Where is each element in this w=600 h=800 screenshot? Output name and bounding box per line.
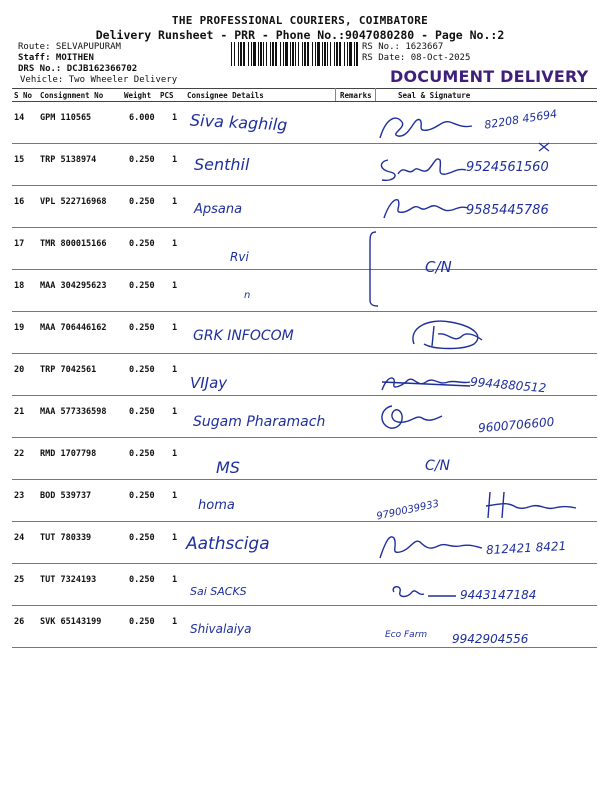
row-weight: 0.250 xyxy=(129,155,155,165)
signature-scribble-icon xyxy=(388,580,458,606)
row-sno: 16 xyxy=(14,197,25,207)
row-pcs: 1 xyxy=(172,197,178,207)
consignee-handwriting: Aathsciga xyxy=(186,534,270,554)
runsheet-title: Delivery Runsheet - PRR - Phone No.:9047080280 - Page No.:2 xyxy=(95,28,505,42)
vehicle-label: Vehicle: Two Wheeler Delivery xyxy=(20,75,178,85)
row-consignment: TMR 800015166 xyxy=(40,239,107,249)
consignee-handwriting: GRK INFOCOM xyxy=(193,328,294,344)
signature-stamp: Eco Farm xyxy=(385,630,428,640)
row-pcs: 1 xyxy=(172,575,178,585)
row-sno: 14 xyxy=(14,113,25,123)
signature-scribble-icon xyxy=(378,368,472,396)
row-sno: 17 xyxy=(14,239,25,249)
signature-phone: 9790039933 xyxy=(375,498,441,523)
row-sno: 25 xyxy=(14,575,25,585)
row-weight: 0.250 xyxy=(129,239,155,249)
signature-phone: 9944880512 xyxy=(469,374,547,396)
row-sno: 22 xyxy=(14,449,25,459)
row-sno: 23 xyxy=(14,491,25,501)
row-weight: 0.250 xyxy=(129,449,155,459)
consignee-handwriting: VIJay xyxy=(190,374,228,392)
signature-phone: 9585445786 xyxy=(466,203,549,218)
row-sno: 18 xyxy=(14,281,25,291)
row-consignment: TUT 780339 xyxy=(40,533,92,543)
col-seal-signature: Seal & Signature xyxy=(398,91,471,100)
document-type-title: DOCUMENT DELIVERY xyxy=(390,67,589,86)
signature-scribble-icon xyxy=(380,192,470,222)
signature-scribble-icon xyxy=(404,314,494,354)
row-consignment: TRP 7042561 xyxy=(40,365,97,375)
row-weight: 0.250 xyxy=(129,533,155,543)
table-row xyxy=(12,438,597,480)
row-consignment: VPL 522716968 xyxy=(40,197,107,207)
row-pcs: 1 xyxy=(172,239,178,249)
company-name: THE PROFESSIONAL COURIERS, COIMBATORE xyxy=(171,14,429,27)
col-sno: S No xyxy=(14,91,33,100)
row-weight: 0.250 xyxy=(129,323,155,333)
row-sno: 24 xyxy=(14,533,25,543)
signature-scribble-icon xyxy=(376,530,486,562)
row-consignment: BOD 539737 xyxy=(40,491,92,501)
row-consignment: TUT 7324193 xyxy=(40,575,97,585)
consignee-handwriting: Shivalaiya xyxy=(190,622,252,636)
row-consignment: MAA 304295623 xyxy=(40,281,107,291)
signature-scribble-icon xyxy=(376,400,446,434)
consignee-handwriting: Apsana xyxy=(194,202,243,217)
row-pcs: 1 xyxy=(172,491,178,501)
signature-phone: 9443147184 xyxy=(460,588,537,602)
consignee-handwriting: MS xyxy=(216,458,240,477)
row-consignment: RMD 1707798 xyxy=(40,449,97,459)
signature-note: C/N xyxy=(425,458,450,474)
table-row xyxy=(12,270,597,312)
route-label: Route: SELVAPUPURAM xyxy=(18,42,121,52)
row-pcs: 1 xyxy=(172,155,178,165)
row-consignment: TRP 5138974 xyxy=(40,155,97,165)
row-consignment: MAA 577336598 xyxy=(40,407,107,417)
row-weight: 0.250 xyxy=(129,407,155,417)
signature-phone: 9600706600 xyxy=(477,414,555,436)
consignee-handwriting: Rvi xyxy=(230,250,249,264)
row-weight: 0.250 xyxy=(129,281,155,291)
row-weight: 0.250 xyxy=(129,491,155,501)
consignee-handwriting: Sugam Pharamach xyxy=(193,414,326,430)
signature-phone: 9942904556 xyxy=(452,632,529,646)
row-consignment: GPM 110565 xyxy=(40,113,92,123)
consignee-handwriting: Senthil xyxy=(194,155,250,174)
col-consignment: Consignment No xyxy=(40,91,104,100)
signature-phone: 82208 45694 xyxy=(483,107,559,132)
signature-phone: 9524561560 xyxy=(466,160,549,175)
row-pcs: 1 xyxy=(172,449,178,459)
row-weight: 0.250 xyxy=(129,575,155,585)
signature-scribble-icon xyxy=(480,488,580,522)
bracket-mark-icon xyxy=(360,228,384,308)
table-row xyxy=(12,228,597,270)
consignee-handwriting: Siva kaghilg xyxy=(189,110,288,135)
row-consignment: MAA 706446162 xyxy=(40,323,107,333)
signature-note: C/N xyxy=(425,258,452,276)
col-weight: Weight xyxy=(124,91,152,100)
row-weight: 0.250 xyxy=(129,197,155,207)
row-weight: 0.250 xyxy=(129,617,155,627)
row-pcs: 1 xyxy=(172,617,178,627)
col-pcs: PCS xyxy=(160,91,174,100)
col-consignee: Consignee Details xyxy=(187,91,264,100)
row-pcs: 1 xyxy=(172,281,178,291)
consignee-handwriting: Sai SACKS xyxy=(190,585,247,598)
signature-phone: 812421 8421 xyxy=(485,538,567,558)
cross-mark-icon xyxy=(536,140,552,154)
row-sno: 19 xyxy=(14,323,25,333)
staff-label: Staff: MOITHEN xyxy=(18,53,94,63)
row-pcs: 1 xyxy=(172,533,178,543)
row-pcs: 1 xyxy=(172,113,178,123)
signature-scribble-icon xyxy=(376,108,476,144)
rs-number: RS No.: 1623667 xyxy=(362,42,444,52)
row-sno: 20 xyxy=(14,365,25,375)
barcode-icon xyxy=(231,42,359,66)
row-pcs: 1 xyxy=(172,407,178,417)
col-remarks: Remarks xyxy=(340,91,372,100)
drs-number: DRS No.: DCJB162366702 xyxy=(18,64,138,74)
row-consignment: SVK 65143199 xyxy=(40,617,102,627)
table-row xyxy=(12,312,597,354)
row-weight: 0.250 xyxy=(129,365,155,375)
consignee-handwriting: n xyxy=(244,290,251,301)
consignee-handwriting: homa xyxy=(198,498,235,513)
row-pcs: 1 xyxy=(172,323,178,333)
rs-date: RS Date: 08-Oct-2025 xyxy=(362,53,471,63)
row-weight: 6.000 xyxy=(129,113,155,123)
row-sno: 21 xyxy=(14,407,25,417)
row-sno: 26 xyxy=(14,617,25,627)
row-sno: 15 xyxy=(14,155,25,165)
row-pcs: 1 xyxy=(172,365,178,375)
signature-scribble-icon xyxy=(374,150,470,184)
